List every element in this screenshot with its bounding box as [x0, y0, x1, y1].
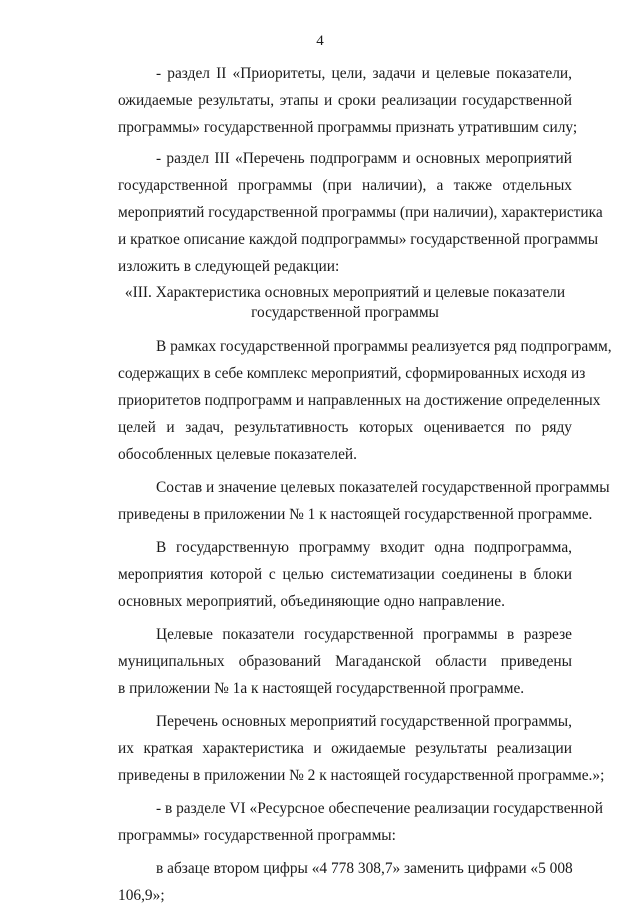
paragraph	[118, 708, 605, 789]
paragraph-line: - раздел III «Перечень подпрограмм и основных мероприятий	[156, 150, 572, 167]
paragraph	[118, 145, 603, 280]
paragraph-line: целей и задач, результативность которых оценивается по ряду	[118, 419, 572, 436]
paragraph-line: 106,9»;	[118, 887, 165, 904]
paragraph-line: мероприятий государственной программы (при наличии), характеристика	[118, 204, 603, 221]
paragraph-line: программы» государственной программы признать утратившим силу;	[118, 119, 578, 136]
paragraph	[118, 795, 603, 849]
document-body	[118, 60, 612, 909]
paragraph-line: Целевые показатели государственной программы в разрезе	[156, 626, 572, 643]
paragraph-line: приведены в приложении № 1 к настоящей государственной программе.	[118, 506, 593, 523]
section-heading-line-1: «III. Характеристика основных мероприятий и целевые показатели	[124, 284, 566, 301]
paragraph-line: В рамках государственной программы реализуется ряд подпрограмм,	[156, 338, 612, 355]
paragraph-line: их краткая характеристика и ожидаемые результаты реализации	[118, 740, 572, 757]
paragraph	[118, 474, 610, 528]
paragraph-line: Состав и значение целевых показателей государственной программы	[156, 479, 610, 496]
paragraph-line: содержащих в себе комплекс мероприятий, сформированных исходя из	[118, 365, 586, 382]
paragraph-line: в абзаце втором цифры «4 778 308,7» заменить цифрами «5 008	[156, 860, 573, 877]
paragraph-line: В государственную программу входит одна подпрограмма,	[156, 539, 572, 556]
paragraph-line: муниципальных образований Магаданской области приведены	[118, 653, 572, 670]
section-heading	[118, 283, 572, 323]
paragraph	[118, 60, 578, 141]
amendment-items	[118, 60, 603, 280]
section-text	[118, 333, 612, 909]
paragraph-line: обособленных целевые показателей.	[118, 446, 357, 463]
paragraph-line: изложить в следующей редакции:	[118, 258, 340, 275]
paragraph-line: Перечень основных мероприятий государственной программы,	[156, 713, 572, 730]
section-heading-line-2: государственной программы	[251, 304, 439, 321]
paragraph-line: - раздел II «Приоритеты, цели, задачи и целевые показатели,	[156, 65, 572, 82]
paragraph	[118, 621, 572, 702]
paragraph-line: ожидаемые результаты, этапы и сроки реализации государственной	[118, 92, 572, 109]
paragraph-line: мероприятия которой с целью систематизации соединены в блоки	[118, 566, 572, 583]
paragraph-line: приведены в приложении № 2 к настоящей государственной программе.»;	[118, 767, 605, 784]
page-number: 4	[316, 33, 324, 49]
paragraph	[118, 855, 572, 909]
paragraph-line: и краткое описание каждой подпрограммы» государственной программы	[118, 231, 599, 248]
paragraph-line: программы» государственной программы:	[118, 827, 396, 844]
paragraph-line: приоритетов подпрограмм и направленных на достижение определенных	[118, 392, 601, 409]
paragraph	[118, 534, 572, 615]
paragraph-line: основных мероприятий, объединяющие одно направление.	[118, 593, 505, 610]
paragraph-line: - в разделе VI «Ресурсное обеспечение реализации государственной	[156, 800, 603, 817]
paragraph-line: в приложении № 1а к настоящей государственной программе.	[118, 680, 525, 697]
paragraph	[118, 333, 612, 468]
paragraph-line: государственной программы (при наличии), а также отдельных	[118, 177, 572, 194]
